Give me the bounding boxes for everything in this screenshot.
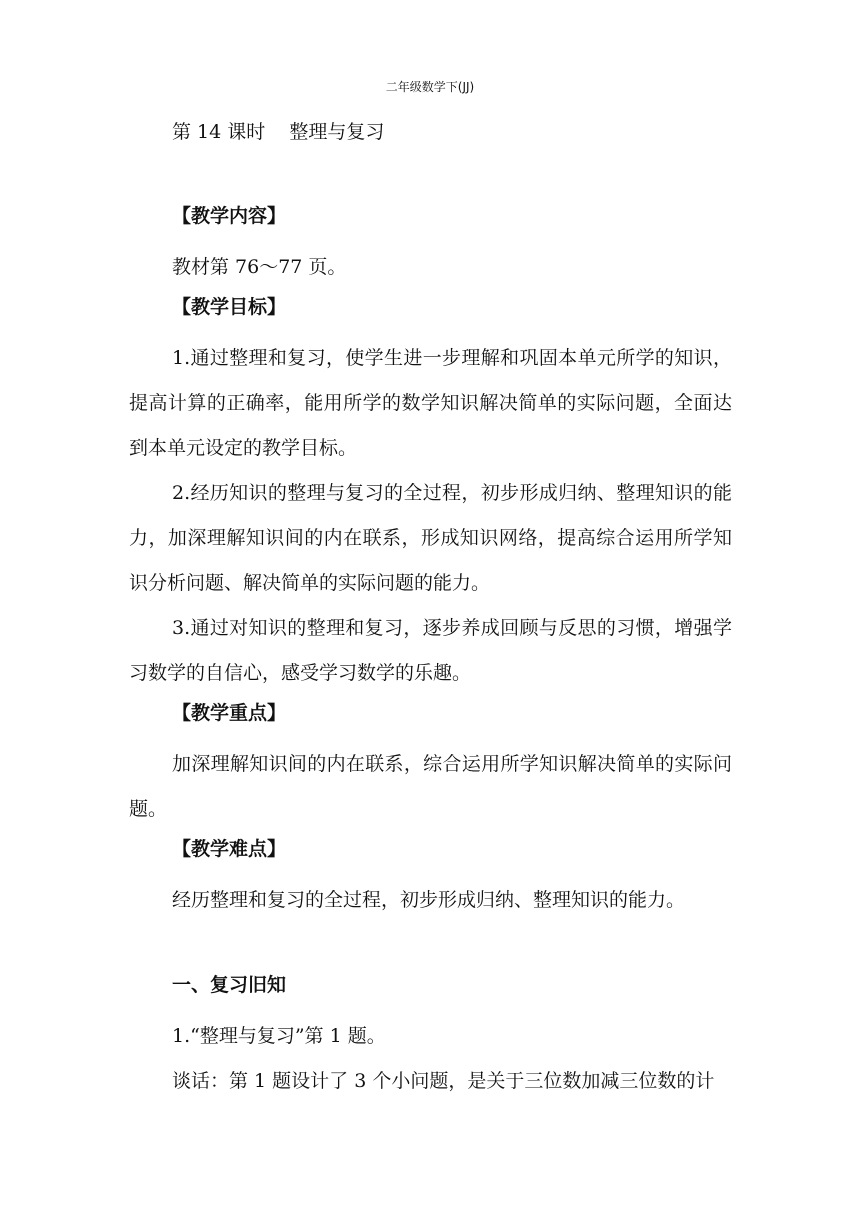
difficulties-heading: 【教学难点】	[172, 838, 287, 860]
lesson-body	[129, 200, 732, 1104]
goal-item-2: 2.经历知识的整理与复习的全过程，初步形成归纳、整理知识的能力，加深理解知识间的内在联系，形成知识网络，提高综合运用所学知识分析问题、解决简单的实际问题的能力。	[129, 482, 732, 594]
page-header: 二年级数学下(JJ)	[385, 80, 475, 94]
goal-item-1: 1.通过整理和复习，使学生进一步理解和巩固本单元所学的知识，提高计算的正确率，能用所学的数学知识解决简单的实际问题，全面达到本单元设定的教学目标。	[129, 347, 732, 459]
teaching-content-heading: 【教学内容】	[172, 205, 287, 227]
key-points-text: 加深理解知识间的内在联系，综合运用所学知识解决简单的实际问题。	[129, 753, 732, 820]
review-talk: 谈话：第 1 题设计了 3 个小问题，是关于三位数加减三位数的计	[172, 1070, 715, 1092]
review-heading: 一、复习旧知	[172, 974, 287, 996]
lesson-title: 第 14 课时 整理与复习	[172, 121, 385, 143]
key-points-heading: 【教学重点】	[172, 702, 287, 724]
difficulties-text: 经历整理和复习的全过程，初步形成归纳、整理知识的能力。	[172, 889, 686, 911]
teaching-content-text: 教材第 76～77 页。	[172, 256, 347, 278]
goal-item-3: 3.通过对知识的整理和复习，逐步养成回顾与反思的习惯，增强学习数学的自信心，感受学习数学的乐趣。	[129, 617, 732, 684]
teaching-goals-heading: 【教学目标】	[172, 296, 287, 318]
review-item-1: 1.“整理与复习”第 1 题。	[172, 1025, 386, 1047]
